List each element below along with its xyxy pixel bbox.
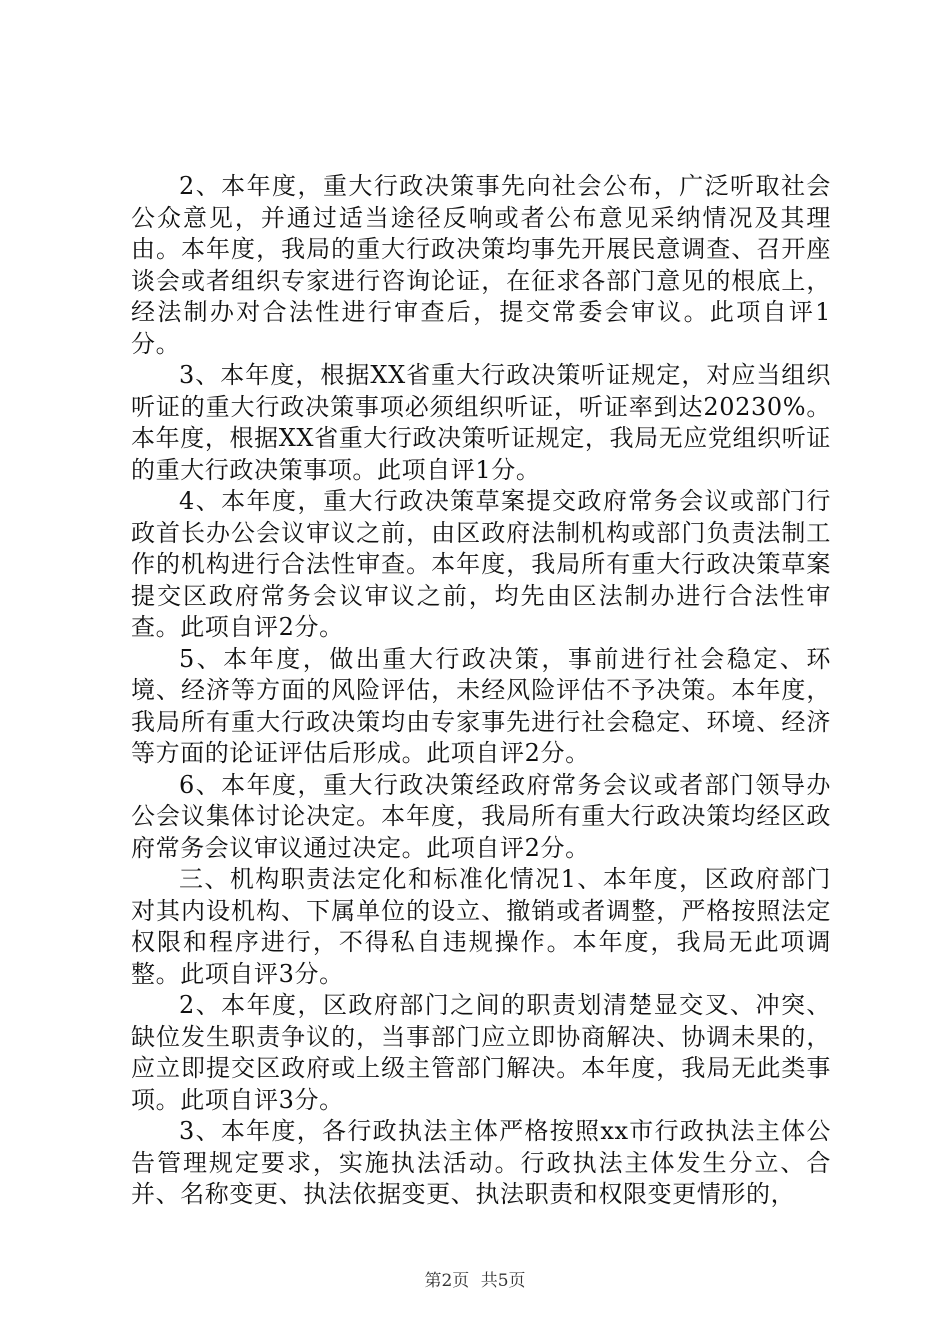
section-three-paragraph: 三、机构职责法定化和标准化情况1、本年度，区政府部门对其内设机构、下属单位的设立、撤销或者调整，严格按照法定权限和程序进行，不得私自违规操作。本年度，我局无此项调整。此项自评3分。	[131, 865, 831, 988]
page-footer	[0, 1266, 950, 1291]
paragraph-item-6: 6、本年度，重大行政决策经政府常务会议或者部门领导办公会议集体讨论决定。本年度，我局所有重大行政决策均经区政府常务会议审议通过决定。此项自评2分。	[131, 770, 831, 862]
page-number: 第2页	[424, 1271, 470, 1291]
paragraph-item-5: 5、本年度，做出重大行政决策，事前进行社会稳定、环境、经济等方面的风险评估，未经风险评估不予决策。本年度，我局所有重大行政决策均由专家事先进行社会稳定、环境、经济等方面的论证评估后形成。此项自评2分。	[131, 644, 831, 767]
paragraph-item-2: 2、本年度，重大行政决策事先向社会公布，广泛听取社会公众意见，并通过适当途径反响或者公布意见采纳情况及其理由。本年度，我局的重大行政决策均事先开展民意调查、召开座谈会或者组织专家进行咨询论证，在征求各部门意见的根底上，经法制办对合法性进行审查后，提交常委会审议。此项自评1分。	[131, 172, 831, 358]
paragraph-item-4: 4、本年度，重大行政决策草案提交政府常务会议或部门行政首长办公会议审议之前，由区政府法制机构或部门负责法制工作的机构进行合法性审查。本年度，我局所有重大行政决策草案提交区政府常务会议审议之前，均先由区法制办进行合法性审查。此项自评2分。	[131, 487, 831, 641]
paragraph-section3-item-2: 2、本年度，区政府部门之间的职责划清楚显交叉、冲突、缺位发生职责争议的，当事部门应立即协商解决、协调未果的，应立即提交区政府或上级主管部门解决。本年度，我局无此类事项。此项自评3分。	[131, 991, 831, 1114]
page-total: 共5页	[480, 1271, 526, 1291]
document-body	[131, 171, 831, 1211]
paragraph-item-3: 3、本年度，根据XX省重大行政决策听证规定，对应当组织听证的重大行政决策事项必须组织听证，听证率到达20230%。本年度，根据XX省重大行政决策听证规定，我局无应党组织听证的重大行政决策事项。此项自评1分。	[131, 361, 831, 484]
paragraph-section3-item-3: 3、本年度，各行政执法主体严格按照xx市行政执法主体公告管理规定要求，实施执法活动。行政执法主体发生分立、合并、名称变更、执法依据变更、执法职责和权限变更情形的，	[131, 1117, 831, 1208]
